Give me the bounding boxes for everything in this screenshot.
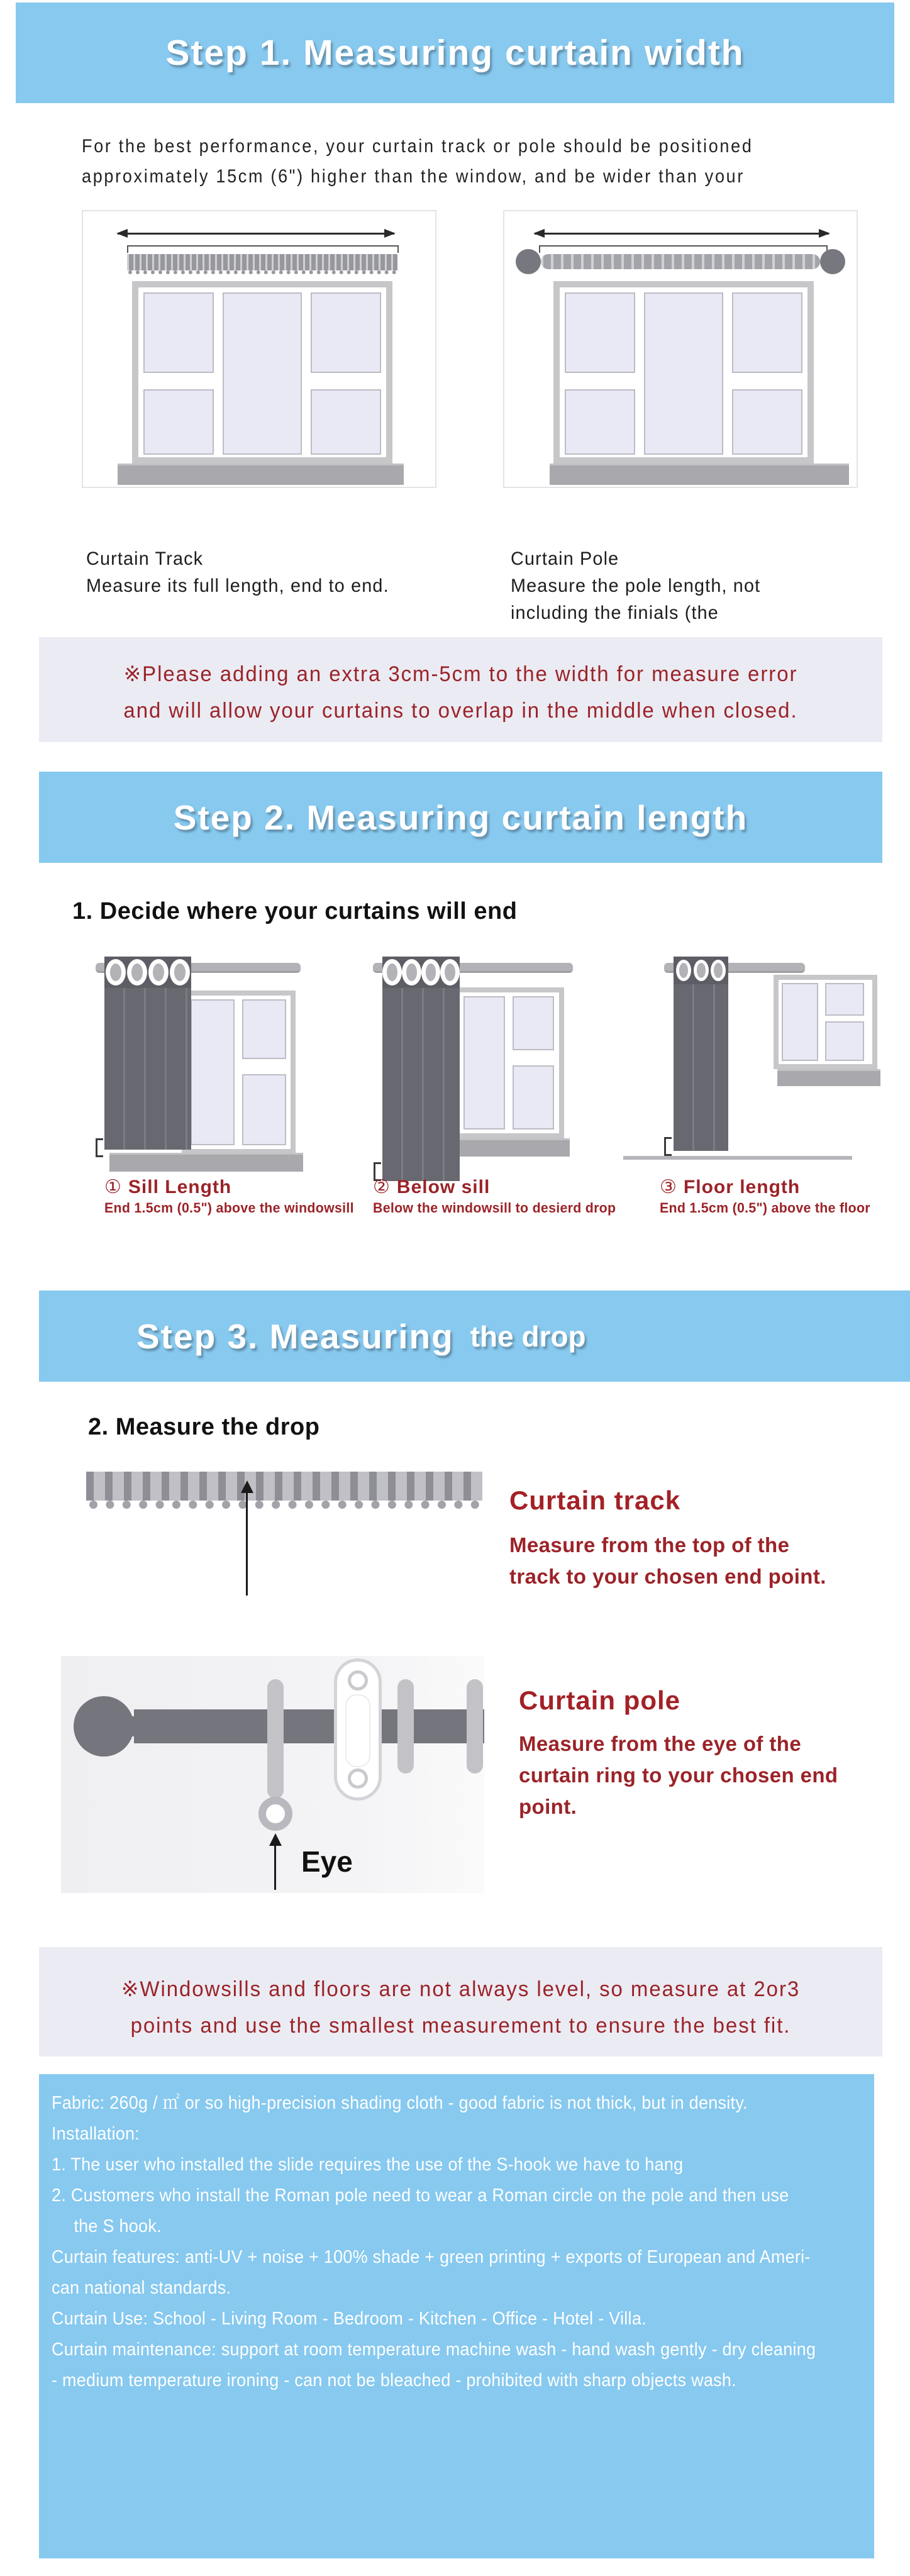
length-end-mark — [664, 1137, 672, 1156]
footer-line-9: Curtain maintenance: support at room temperature machine wash - hand wash gently - dry cleaning — [52, 2340, 816, 2360]
eye-pointer-arrow — [274, 1845, 276, 1890]
grommet — [382, 959, 402, 985]
windowsill — [109, 1153, 303, 1172]
pole-bar — [134, 1709, 484, 1743]
track-hook-loops — [89, 1501, 479, 1509]
step2-subheading: 1. Decide where your curtains will end — [72, 898, 518, 924]
grommet — [127, 959, 147, 985]
finial-right — [820, 249, 845, 274]
intro-line-2: approximately 15cm (6") higher than the window, and be wider than your — [82, 166, 745, 187]
step1-header-band — [16, 3, 894, 103]
width-measure-arrow — [535, 233, 829, 235]
grommet-strip — [104, 957, 191, 988]
option1-desc: End 1.5cm (0.5") above the windowsill — [104, 1200, 354, 1216]
pole-drop-desc-3: point. — [519, 1795, 577, 1818]
option3-desc: End 1.5cm (0.5") above the floor — [660, 1200, 870, 1216]
track-hook-loops — [128, 270, 396, 274]
grommet — [440, 959, 460, 985]
grommet-strip — [674, 957, 728, 984]
footer-panel — [39, 2074, 874, 2558]
pole-drop-title: Curtain pole — [519, 1685, 681, 1715]
footer-line-3: 1. The user who installed the slide requires the use of the S-hook we have to hang — [52, 2155, 684, 2175]
grommet — [711, 960, 726, 981]
width-measure-arrow — [118, 233, 394, 235]
step3-title-main: Step 3. Measuring — [136, 1316, 454, 1356]
step1-title: Step 1. Measuring curtain width — [165, 33, 745, 73]
option3-title: ③ Floor length — [660, 1177, 801, 1197]
window-pane — [782, 983, 818, 1061]
footer-line-4: 2. Customers who install the Roman pole need to wear a Roman circle on the pole and then use — [52, 2185, 789, 2206]
grommet — [402, 959, 421, 985]
step3-subheading: 2. Measure the drop — [88, 1414, 320, 1440]
footer-line-8: Curtain Use: School - Living Room - Bedroom - Kitchen - Office - Hotel - Villa. — [52, 2309, 646, 2329]
pole-caption-desc-1: Measure the pole length, not — [511, 575, 761, 596]
curtain-pole-illustration — [503, 210, 858, 488]
grommet-strip — [382, 957, 460, 988]
option2-title: ② Below sill — [373, 1177, 491, 1197]
curtain-sill-length — [104, 957, 191, 1150]
step2-header-band — [39, 772, 882, 863]
option2-desc: Below the windowsill to desierd drop — [373, 1200, 616, 1216]
window-pane — [565, 292, 635, 373]
curtain-track-illustration — [82, 210, 436, 488]
grommet — [676, 960, 691, 981]
windowsill — [777, 1069, 880, 1086]
footer-line-7: can national standards. — [52, 2278, 231, 2298]
window-pane — [191, 999, 235, 1145]
window-pane — [223, 292, 302, 455]
window-pane — [825, 983, 864, 1016]
grommet — [694, 960, 709, 981]
curtain-floor-length — [674, 957, 728, 1151]
pole-drop-desc-2: curtain ring to your chosen end — [519, 1763, 838, 1787]
pole-caption-desc-2: including the finials (the — [511, 602, 719, 623]
length-end-mark — [96, 1138, 103, 1157]
note-box-width — [39, 637, 882, 742]
finial-left — [516, 249, 541, 274]
bracket-screw-top — [348, 1670, 368, 1690]
pole-drop-desc-1: Measure from the eye of the — [519, 1732, 802, 1755]
option1-number: ① — [104, 1177, 122, 1197]
window-frame — [132, 281, 392, 464]
windowsill — [550, 464, 849, 485]
track-drop-title: Curtain track — [509, 1485, 681, 1515]
note-line-1: ※Please adding an extra 3cm-5cm to the width for measure error — [123, 662, 798, 686]
bracket-slot — [345, 1694, 370, 1767]
footer-line-6: Curtain features: anti-UV + noise + 100% shade + green printing + exports of European and Ameri- — [52, 2247, 811, 2267]
bracket-screw-bottom — [348, 1768, 368, 1789]
option1-title: ① Sill Length — [104, 1177, 232, 1197]
window-pane — [311, 389, 381, 455]
window-pane — [732, 389, 802, 455]
curtain-ring — [467, 1679, 483, 1774]
track-drop-desc-2: track to your chosen end point. — [509, 1565, 826, 1588]
track-bar — [127, 254, 397, 270]
window-frame-small — [182, 991, 296, 1154]
window-pane — [565, 389, 635, 455]
grommet — [148, 959, 169, 985]
window-frame-small — [455, 987, 564, 1138]
window-pane — [732, 292, 802, 373]
floor-line — [623, 1156, 852, 1160]
window-pane — [463, 996, 505, 1130]
window-pane — [644, 292, 723, 455]
window-pane — [311, 292, 381, 373]
curtain-below-sill — [382, 957, 460, 1181]
step2-title: Step 2. Measuring curtain length — [173, 797, 748, 837]
track-caption-title: Curtain Track — [86, 548, 204, 569]
window-frame — [553, 281, 814, 464]
footer-line-2: Installation: — [52, 2124, 140, 2144]
window-pane — [513, 996, 554, 1050]
window-pane — [242, 999, 286, 1059]
curtain-ring — [267, 1679, 284, 1799]
note-line-1: ※Windowsills and floors are not always level, so measure at 2or3 — [121, 1977, 801, 2001]
windowsill — [450, 1138, 570, 1157]
track-drop-desc-1: Measure from the top of the — [509, 1533, 790, 1557]
finial-ball — [74, 1696, 134, 1757]
intro-line-1: For the best performance, your curtain track or pole should be positioned — [82, 136, 753, 157]
footer-line-5: the S hook. — [74, 2216, 162, 2236]
measure-bracket — [127, 245, 399, 253]
windowsill — [118, 464, 404, 485]
grommet — [106, 959, 126, 985]
window-pane — [513, 1065, 554, 1130]
window-pane — [143, 292, 214, 373]
window-pane — [242, 1074, 286, 1145]
footer-line-10: - medium temperature ironing - can not be bleached - prohibited with sharp objects wash. — [52, 2370, 736, 2390]
option3-number: ③ — [660, 1177, 677, 1197]
footer-text — [39, 2074, 874, 2396]
note-line-2: and will allow your curtains to overlap in the middle when closed. — [123, 699, 798, 723]
step3-header-band — [39, 1291, 910, 1382]
grommet — [421, 959, 441, 985]
curtain-ring — [397, 1679, 414, 1774]
curtain-pole-diagram — [61, 1656, 484, 1893]
track-caption-desc: Measure its full length, end to end. — [86, 575, 389, 596]
curtain-track-bar — [86, 1472, 482, 1501]
window-frame-small — [774, 975, 877, 1069]
note-box-level — [39, 1947, 882, 2057]
option2-number: ② — [373, 1177, 391, 1197]
pole-bar — [541, 254, 820, 269]
window-pane — [825, 1021, 864, 1061]
eye-label: Eye — [301, 1845, 353, 1878]
wall-bracket-plate — [334, 1658, 382, 1801]
window-pane — [143, 389, 214, 455]
pole-caption-title: Curtain Pole — [511, 548, 619, 569]
eye-ring — [258, 1797, 292, 1831]
drop-measure-arrow — [246, 1492, 248, 1596]
step3-title-sub: the drop — [470, 1319, 586, 1353]
footer-line-1: Fabric: 260g / ㎡ or so high-precision shading cloth - good fabric is not thick, but in density. — [52, 2093, 748, 2113]
note-line-2: points and use the smallest measurement to ensure the best fit. — [130, 2014, 791, 2038]
measure-bracket — [539, 245, 828, 253]
grommet — [170, 959, 190, 985]
